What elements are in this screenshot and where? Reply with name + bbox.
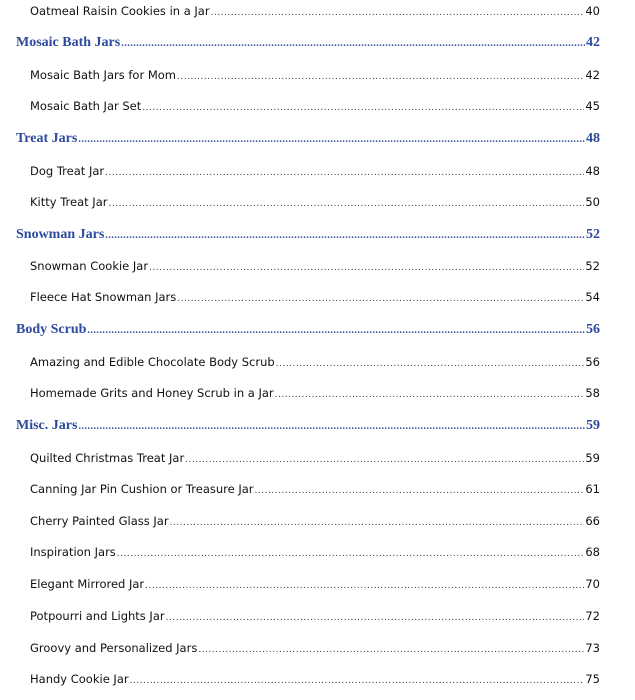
toc-item[interactable] (30, 514, 600, 528)
dot-leader (149, 259, 584, 273)
toc-item[interactable] (30, 259, 600, 273)
toc-item-page: 73 (585, 641, 600, 655)
dot-leader (166, 609, 585, 623)
toc-heading-page: 52 (586, 227, 600, 242)
toc-item[interactable] (30, 164, 600, 178)
toc-item-page: 52 (585, 259, 600, 273)
toc-item[interactable] (30, 482, 600, 496)
toc-item-title: Amazing and Edible Chocolate Body Scrub (30, 355, 275, 369)
dot-leader (142, 99, 584, 113)
toc-item-title: Fleece Hat Snowman Jars (30, 290, 177, 304)
toc-item-title: Elegant Mirrored Jar (30, 577, 145, 591)
toc-item-title: Homemade Grits and Honey Scrub in a Jar (30, 386, 274, 400)
toc-item-title: Handy Cookie Jar (30, 672, 129, 686)
toc-item[interactable] (30, 195, 600, 209)
toc-heading-page: 59 (586, 418, 600, 433)
dot-leader (177, 290, 584, 304)
dot-leader (78, 131, 585, 147)
toc-item[interactable] (30, 577, 600, 591)
toc-heading[interactable] (16, 131, 600, 147)
dot-leader (87, 322, 585, 338)
toc-item-title: Quilted Christmas Treat Jar (30, 451, 185, 465)
toc-item[interactable] (30, 545, 600, 559)
dot-leader (170, 514, 585, 528)
dot-leader (130, 672, 585, 686)
toc-item-title: Potpourri and Lights Jar (30, 609, 165, 623)
toc-item-page: 40 (585, 4, 600, 18)
toc-item-title: Kitty Treat Jar (30, 195, 108, 209)
toc-item-page: 56 (585, 355, 600, 369)
dot-leader (121, 35, 585, 51)
toc-item[interactable] (30, 451, 600, 465)
toc-item-page: 72 (585, 609, 600, 623)
toc-item-title: Groovy and Personalized Jars (30, 641, 198, 655)
toc-item-page: 48 (585, 164, 600, 178)
toc-item-page: 70 (585, 577, 600, 591)
dot-leader (78, 418, 585, 434)
dot-leader (145, 577, 584, 591)
toc-item-page: 42 (585, 68, 600, 82)
toc-item-title: Cherry Painted Glass Jar (30, 514, 169, 528)
dot-leader (255, 482, 585, 496)
toc-heading[interactable] (16, 418, 600, 434)
toc-heading-title: Misc. Jars (16, 418, 78, 433)
toc-item[interactable] (30, 641, 600, 655)
toc-item-title: Snowman Cookie Jar (30, 259, 149, 273)
dot-leader (117, 545, 585, 559)
toc-heading-title: Treat Jars (16, 131, 78, 146)
toc-heading-page: 48 (586, 131, 600, 146)
dot-leader (275, 386, 585, 400)
toc-heading-title: Snowman Jars (16, 227, 105, 242)
toc-item-page: 58 (585, 386, 600, 400)
toc-item[interactable] (30, 672, 600, 686)
toc-item-page: 54 (585, 290, 600, 304)
dot-leader (276, 355, 585, 369)
toc-item-page: 50 (585, 195, 600, 209)
toc-item[interactable] (30, 99, 600, 113)
toc-item-title: Mosaic Bath Jars for Mom (30, 68, 177, 82)
toc-heading-title: Body Scrub (16, 322, 87, 337)
toc-item-page: 59 (585, 451, 600, 465)
dot-leader (177, 68, 584, 82)
dot-leader (105, 164, 584, 178)
toc-item-page: 45 (585, 99, 600, 113)
toc-item-page: 68 (585, 545, 600, 559)
toc-item[interactable] (30, 4, 600, 18)
toc-item-title: Oatmeal Raisin Cookies in a Jar (30, 4, 210, 18)
toc-item[interactable] (30, 68, 600, 82)
toc-heading[interactable] (16, 322, 600, 338)
toc-item-page: 75 (585, 672, 600, 686)
toc-item-title: Mosaic Bath Jar Set (30, 99, 142, 113)
toc-item-page: 66 (585, 514, 600, 528)
toc-item-title: Inspiration Jars (30, 545, 116, 559)
dot-leader (198, 641, 584, 655)
dot-leader (108, 195, 584, 209)
toc-item[interactable] (30, 609, 600, 623)
toc-heading[interactable] (16, 35, 600, 51)
dot-leader (211, 4, 585, 18)
toc-item-title: Dog Treat Jar (30, 164, 105, 178)
dot-leader (185, 451, 584, 465)
toc-item-page: 61 (585, 482, 600, 496)
toc-heading-page: 56 (586, 322, 600, 337)
dot-leader (105, 227, 585, 243)
toc-item-title: Canning Jar Pin Cushion or Treasure Jar (30, 482, 254, 496)
toc-heading-title: Mosaic Bath Jars (16, 35, 121, 50)
toc-heading-page: 42 (586, 35, 600, 50)
toc-item[interactable] (30, 355, 600, 369)
toc-item[interactable] (30, 386, 600, 400)
toc-item[interactable] (30, 290, 600, 304)
toc-heading[interactable] (16, 227, 600, 243)
